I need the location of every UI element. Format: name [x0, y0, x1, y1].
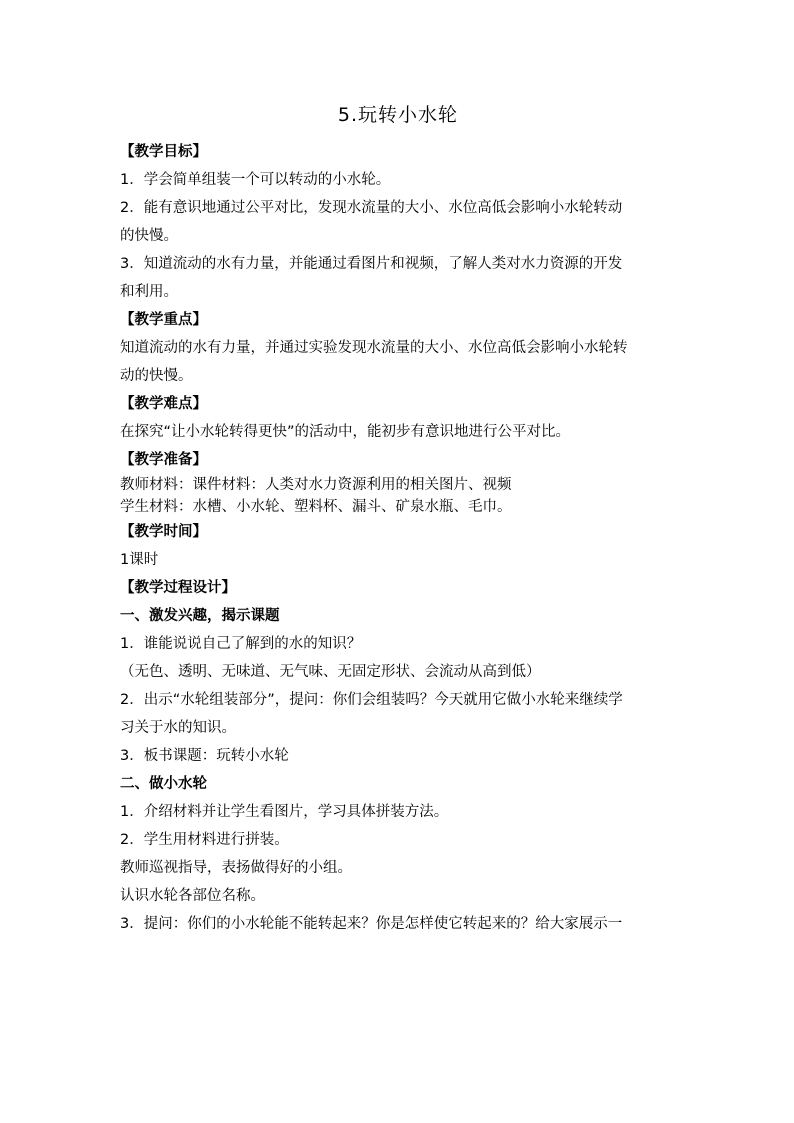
preparation-header: 【教学准备】	[120, 452, 207, 468]
goal-item-2-line-2: 的快慢。	[120, 228, 178, 244]
section-1-header: 一、激发兴趣，揭示课题	[120, 608, 280, 624]
time-line-1: 1课时	[120, 552, 159, 568]
document-page	[120, 100, 676, 938]
key-point-header: 【教学重点】	[120, 312, 207, 328]
time-header: 【教学时间】	[120, 524, 207, 540]
difficulty-header: 【教学难点】	[120, 396, 207, 412]
key-point-line-2: 动的快慢。	[120, 368, 193, 384]
page-title: 5.玩转小水轮	[337, 104, 459, 126]
goal-item-1: 1．学会简单组装一个可以转动的小水轮。	[120, 172, 391, 188]
section-2-item-3: 3．提问：你们的小水轮能不能转起来？你是怎样使它转起来的？给大家展示一	[120, 916, 623, 932]
section-1-item-1: 1．谁能说说自己了解到的水的知识？	[120, 636, 362, 652]
section-1-item-2-line-2: 习关于水的知识。	[120, 720, 236, 736]
goal-item-2-line-1: 2．能有意识地通过公平对比，发现水流量的大小、水位高低会影响小水轮转动	[120, 200, 623, 216]
key-point-line-1: 知道流动的水有力量，并通过实验发现水流量的大小、水位高低会影响小水轮转	[120, 340, 628, 356]
section-1-item-2-line-1: 2．出示“水轮组装部分”，提问：你们会组装吗？今天就用它做小水轮来继续学	[120, 692, 623, 708]
section-1-item-1-answer: （无色、透明、无味道、无气味、无固定形状、会流动从高到低）	[120, 664, 541, 680]
process-header: 【教学过程设计】	[120, 580, 236, 596]
goal-header: 【教学目标】	[120, 144, 207, 160]
preparation-teacher: 教师材料：课件材料：人类对水力资源利用的相关图片、视频	[120, 477, 512, 493]
section-2-note-2: 认识水轮各部位名称。	[120, 888, 265, 904]
section-2-header: 二、做小水轮	[120, 776, 207, 792]
preparation-student: 学生材料：水槽、小水轮、塑料杯、漏斗、矿泉水瓶、毛巾。	[120, 499, 512, 515]
difficulty-line-1: 在探究“让小水轮转得更快”的活动中，能初步有意识地进行公平对比。	[120, 424, 571, 440]
section-2-item-1: 1．介绍材料并让学生看图片，学习具体拼装方法。	[120, 804, 449, 820]
section-2-item-2: 2．学生用材料进行拼装。	[120, 832, 289, 848]
goal-item-3-line-2: 和利用。	[120, 284, 178, 300]
goal-item-3-line-1: 3．知道流动的水有力量，并能通过看图片和视频，了解人类对水力资源的开发	[120, 256, 623, 272]
section-1-item-3: 3．板书课题：玩转小水轮	[120, 748, 289, 764]
section-2-note-1: 教师巡视指导，表扬做得好的小组。	[120, 860, 352, 876]
